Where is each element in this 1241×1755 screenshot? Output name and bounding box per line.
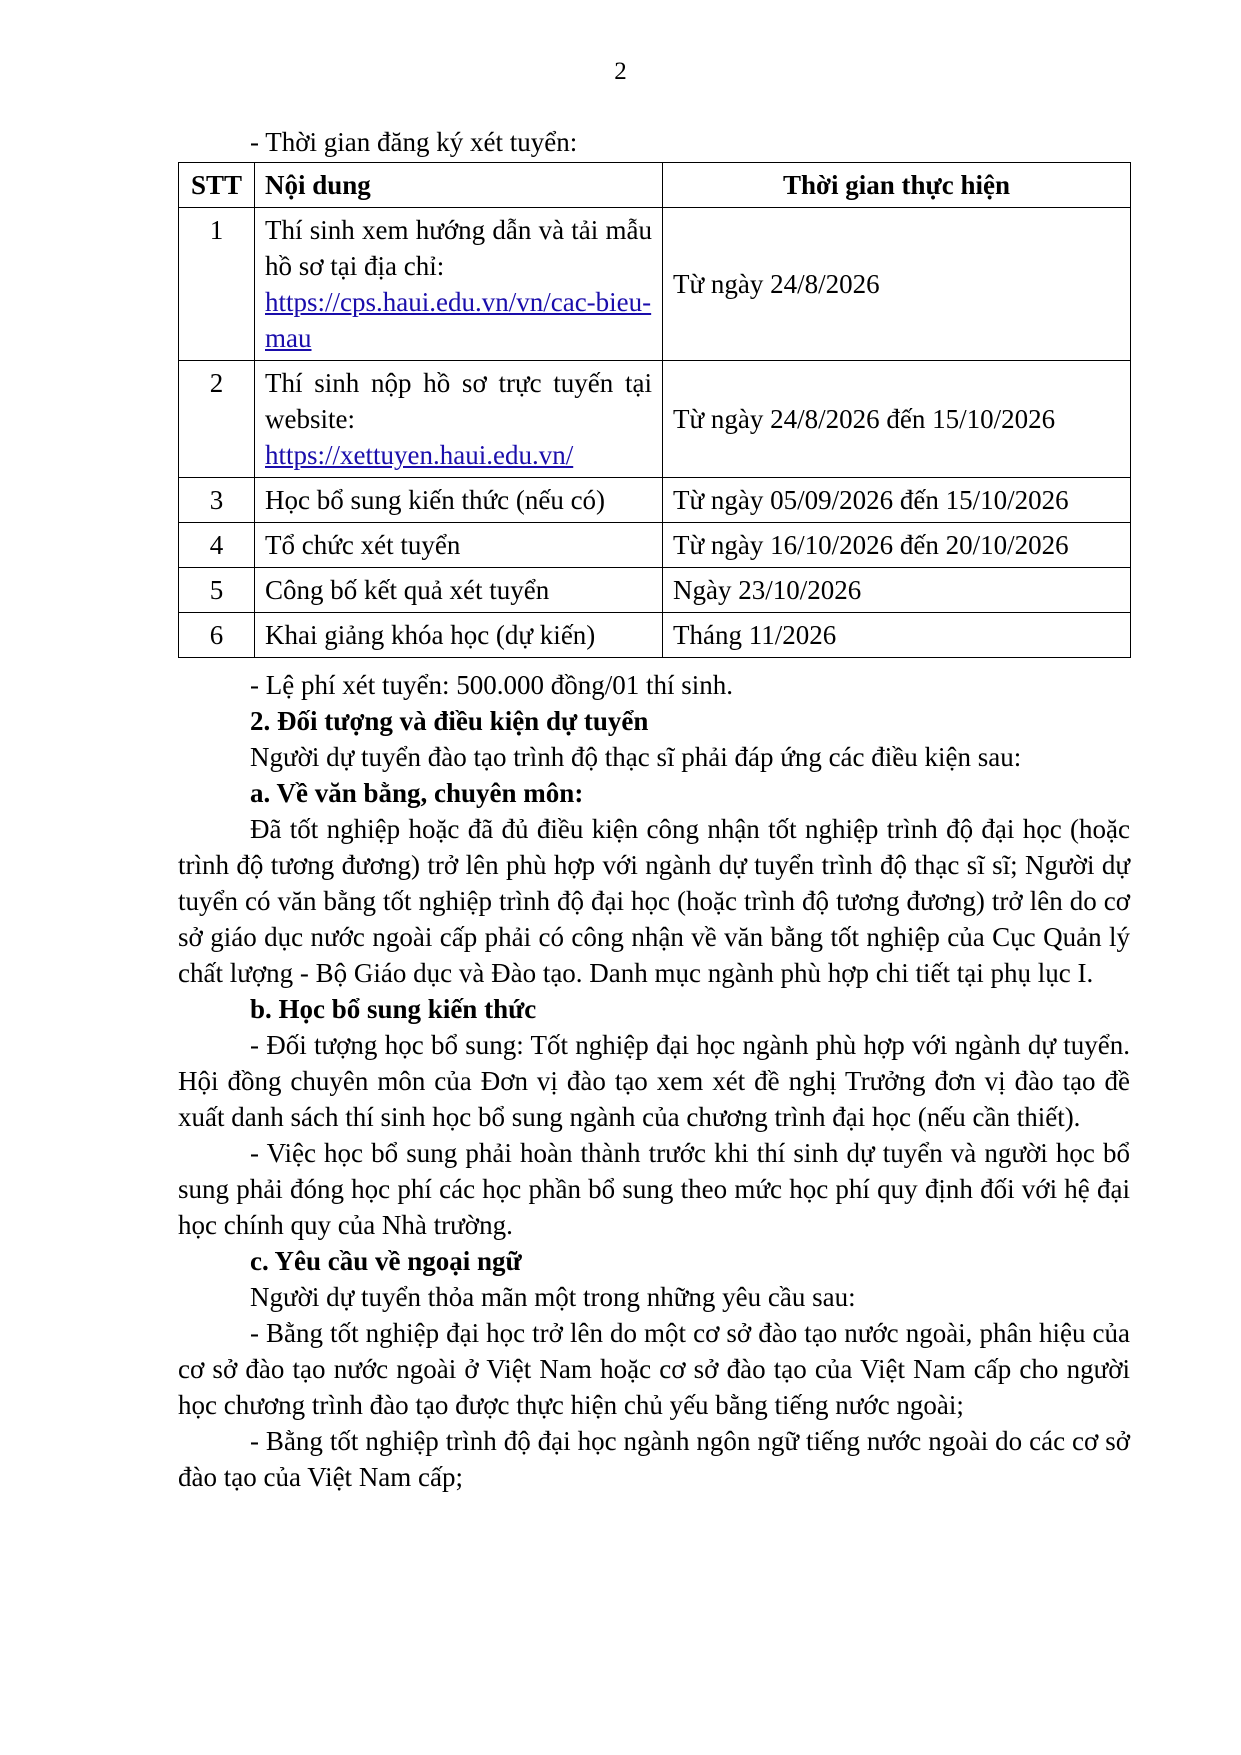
template-download-link[interactable]: https://cps.haui.edu.vn/vn/cac-bieu-mau — [265, 287, 652, 353]
row-time: Từ ngày 05/09/2026 đến 15/10/2026 — [663, 478, 1131, 523]
table-row — [179, 478, 1131, 523]
subsection-c-heading: c. Yêu cầu về ngoại ngữ — [250, 1246, 522, 1276]
row-content: Tổ chức xét tuyển — [255, 523, 663, 568]
table-row — [179, 361, 1131, 478]
fee-text: - Lệ phí xét tuyển: 500.000 đồng/01 thí sinh. — [250, 670, 733, 700]
table-row — [179, 613, 1131, 658]
subsection-b-heading: b. Học bổ sung kiến thức — [250, 994, 537, 1024]
table-row — [179, 568, 1131, 613]
row-stt: 2 — [179, 361, 255, 478]
subsection-b-text-1: - Đối tượng học bổ sung: Tốt nghiệp đại học ngành phù hợp với ngành dự tuyển. Hội đồng chuyên môn của Đơn vị đào tạo xem xét đề nghị Trưởng đơn vị đào tạo đề xuất danh sách thí sinh học bổ sung ngành của chương trình đại học (nếu cần thiết). — [178, 1030, 1130, 1132]
subsection-b-text-2: - Việc học bổ sung phải hoàn thành trước khi thí sinh dự tuyển và người học bổ sung phải đóng học phí các học phần bổ sung theo mức học phí quy định đối với hệ đại học chính quy của Nhà trường. — [178, 1138, 1130, 1240]
row-stt: 6 — [179, 613, 255, 658]
registration-intro: - Thời gian đăng ký xét tuyển: — [250, 127, 578, 157]
table-row — [179, 523, 1131, 568]
header-stt: STT — [179, 163, 255, 208]
online-application-link[interactable]: https://xettuyen.haui.edu.vn/ — [265, 440, 574, 470]
subsection-c-item-2: - Bằng tốt nghiệp trình độ đại học ngành ngôn ngữ tiếng nước ngoài do các cơ sở đào tạo của Việt Nam cấp; — [178, 1426, 1130, 1492]
row-content-text: Thí sinh xem hướng dẫn và tải mẫu hồ sơ tại địa chỉ: — [265, 215, 652, 281]
row-time: Từ ngày 24/8/2026 đến 15/10/2026 — [663, 361, 1131, 478]
page-number: 2 — [614, 58, 627, 85]
row-stt: 1 — [179, 208, 255, 361]
row-time: Từ ngày 16/10/2026 đến 20/10/2026 — [663, 523, 1131, 568]
row-time: Tháng 11/2026 — [663, 613, 1131, 658]
row-stt: 3 — [179, 478, 255, 523]
header-time: Thời gian thực hiện — [663, 163, 1131, 208]
section-2-heading: 2. Đối tượng và điều kiện dự tuyển — [250, 706, 649, 736]
subsection-a-text: Đã tốt nghiệp hoặc đã đủ điều kiện công nhận tốt nghiệp trình độ đại học (hoặc trình độ tương đương) trở lên phù hợp với ngành dự tuyển trình độ thạc sĩ sĩ; Người dự tuyển có văn bằng tốt nghiệp trình độ đại học (hoặc trình độ tương đương) trở lên do cơ sở giáo dục nước ngoài cấp phải có công nhận về văn bằng tốt nghiệp của Cục Quản lý chất lượng - Bộ Giáo dục và Đào tạo. Danh mục ngành phù hợp chi tiết tại phụ lục I. — [178, 814, 1130, 988]
row-content — [255, 361, 663, 478]
subsection-a-heading: a. Về văn bằng, chuyên môn: — [250, 778, 584, 808]
section-2-intro: Người dự tuyển đào tạo trình độ thạc sĩ phải đáp ứng các điều kiện sau: — [250, 742, 1022, 772]
row-content — [255, 208, 663, 361]
document-body — [178, 667, 1130, 1495]
schedule-table — [178, 162, 1131, 658]
row-time: Ngày 23/10/2026 — [663, 568, 1131, 613]
row-stt: 5 — [179, 568, 255, 613]
subsection-c-item-1: - Bằng tốt nghiệp đại học trở lên do một cơ sở đào tạo nước ngoài, phân hiệu của cơ sở đào tạo nước ngoài ở Việt Nam hoặc cơ sở đào tạo của Việt Nam cấp cho người học chương trình đào tạo được thực hiện chủ yếu bằng tiếng nước ngoài; — [178, 1318, 1130, 1420]
row-stt: 4 — [179, 523, 255, 568]
header-content: Nội dung — [255, 163, 663, 208]
table-row — [179, 208, 1131, 361]
row-time: Từ ngày 24/8/2026 — [663, 208, 1131, 361]
row-content: Học bổ sung kiến thức (nếu có) — [255, 478, 663, 523]
table-header-row — [179, 163, 1131, 208]
subsection-c-intro: Người dự tuyển thỏa mãn một trong những yêu cầu sau: — [250, 1282, 856, 1312]
row-content-text: Thí sinh nộp hồ sơ trực tuyến tại website: — [265, 368, 652, 434]
row-content: Khai giảng khóa học (dự kiến) — [255, 613, 663, 658]
row-content: Công bố kết quả xét tuyển — [255, 568, 663, 613]
